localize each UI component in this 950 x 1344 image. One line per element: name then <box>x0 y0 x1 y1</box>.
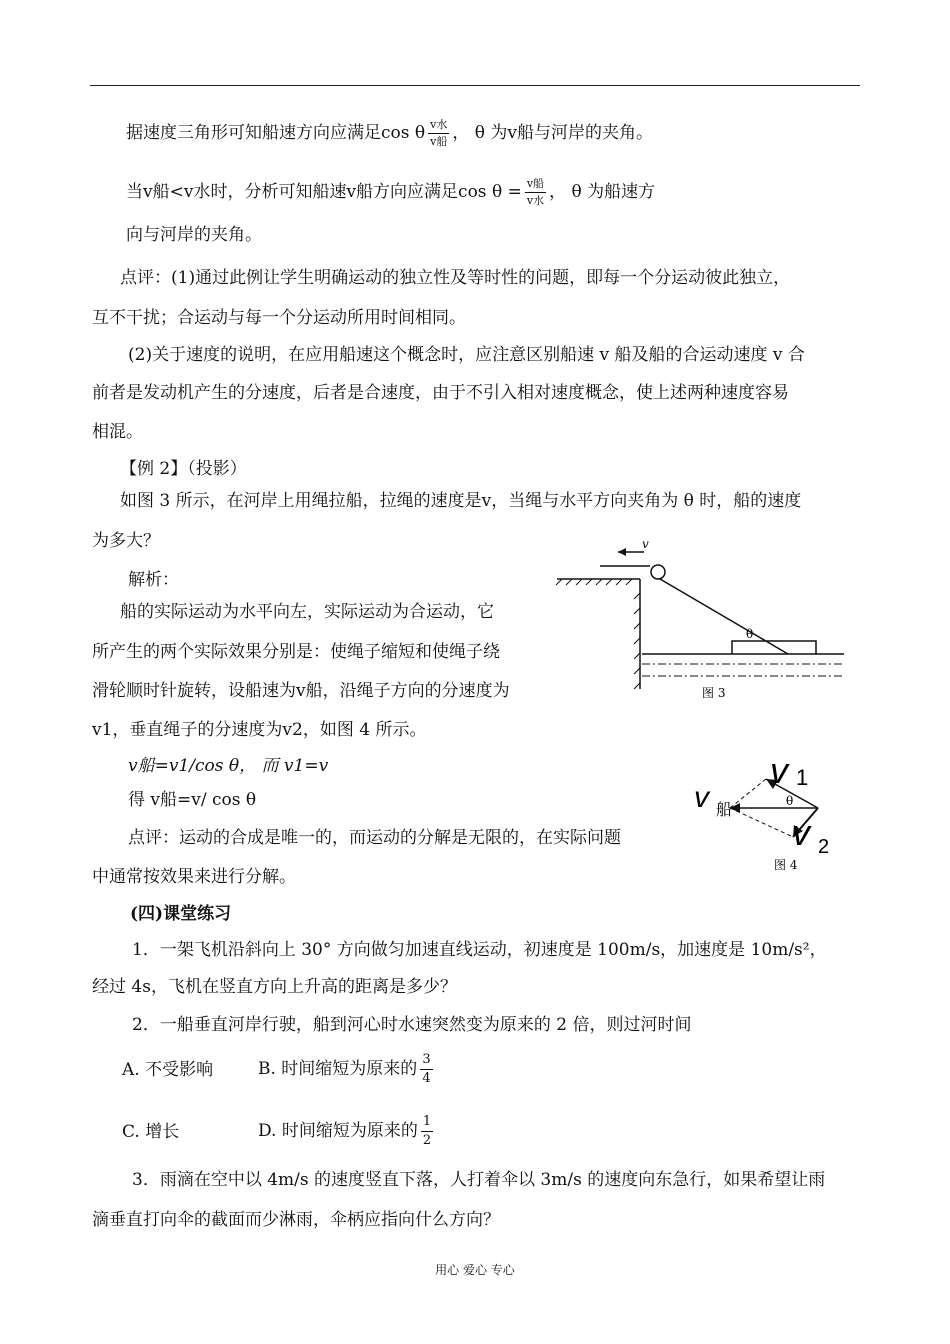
fig3-caption: 图 3 <box>702 686 726 700</box>
comment-2-line-3: 相混。 <box>92 422 143 442</box>
practice-heading: (四)课堂练习 <box>130 904 232 924</box>
comment-2-line-1: (2)关于速度的说明，在应用船速这个概念时，应注意区别船速 v 船及船的合运动速度 v 合 <box>128 345 805 365</box>
fig4-vboat-subscript: 船 <box>716 800 733 819</box>
analysis-line-3: 滑轮顺时针旋转，设船速为v船，沿绳子方向的分速度为 <box>92 681 510 701</box>
option-a: A. 不受影响 <box>122 1060 214 1080</box>
fraction-one-half: $\frac{1}{2}$ <box>422 1114 432 1148</box>
figure-4-velocity-decomposition <box>690 745 850 875</box>
fig4-caption: 图 4 <box>774 858 798 872</box>
fig3-theta-label: θ <box>746 627 754 641</box>
question-3-line-1: 3．雨滴在空中以 4m/s 的速度竖直下落，人打着伞以 3m/s 的速度向东急行，如果希望让雨 <box>132 1170 826 1190</box>
option-b: B. 时间缩短为原来的 $\frac{3}{4}$ <box>258 1052 431 1086</box>
fig4-v2-label: v <box>792 812 810 853</box>
fig4-dashed-parallel-1 <box>730 779 766 808</box>
fig4-vboat-label: v <box>694 781 709 814</box>
comment-3-line-2: 中通常按效果来进行分解。 <box>92 867 296 887</box>
paragraph-velocity-condition-2: 当v船<v水时，分析可知船速v船方向应满足cos θ = $\frac{\text{v船}}{\text{v水}}$ ， θ 为船速方 <box>126 177 656 207</box>
analysis-line-2: 所产生的两个实际效果分别是：使绳子缩短和使绳子绕 <box>92 642 500 662</box>
question-1-line-2: 经过 4s，飞机在竖直方向上升高的距离是多少？ <box>92 977 457 997</box>
fig3-v-arrowhead <box>618 548 626 556</box>
comment-1-line-1: 点评：(1)通过此例让学生明确运动的独立性及等时性的问题，即每一个分运动彼此独立， <box>120 268 791 288</box>
fig3-v-label: v <box>642 537 649 551</box>
figure-3-boat-rope-diagram <box>552 533 852 703</box>
fig3-bank-hatch <box>556 579 640 689</box>
comment-3-line-1: 点评：运动的合成是唯一的，而运动的分解是无限的，在实际问题 <box>128 828 621 848</box>
fig4-theta-label: θ <box>786 794 794 808</box>
fraction-v-water-over-v-boat: $\frac{\text{v水}}{\text{v船}}$ <box>430 118 448 148</box>
fig4-v1-subscript: 1 <box>796 765 809 790</box>
fig4-dashed-parallel-2 <box>730 808 793 837</box>
fig3-boat <box>732 641 816 654</box>
fig4-v1-label: v <box>770 750 788 791</box>
question-1-line-1: 1．一架飞机沿斜向上 30° 方向做匀加速直线运动，初速度是 100m/s，加速度是 10m/s²， <box>132 940 827 960</box>
example-2-line-1: 如图 3 所示，在河岸上用绳拉船，拉绳的速度是v，当绳与水平方向夹角为 θ 时，船的速度 <box>120 491 802 511</box>
analysis-line-4: v1，垂直绳子的分速度为v2，如图 4 所示。 <box>92 720 427 740</box>
fig3-pulley <box>651 565 665 579</box>
page-footer: 用心 爱心 专心 <box>435 1263 515 1277</box>
question-3-line-2: 滴垂直打向伞的截面而少淋雨，伞柄应指向什么方向？ <box>92 1210 500 1230</box>
comment-1-line-2: 互不干扰；合运动与每一个分运动所用时间相同。 <box>92 308 466 328</box>
analysis-heading: 解析： <box>128 570 179 590</box>
paragraph-velocity-condition-2-cont: 向与河岸的夹角。 <box>126 225 262 245</box>
analysis-line-1: 船的实际运动为水平向左，实际运动为合运动，它 <box>120 602 494 622</box>
option-d: D. 时间缩短为原来的 $\frac{1}{2}$ <box>258 1114 432 1148</box>
comment-2-line-2: 前者是发动机产生的分速度，后者是合速度，由于不引入相对速度概念，使上述两种速度容易 <box>92 383 789 403</box>
example-2-heading: 【例 2】（投影） <box>120 459 247 479</box>
paragraph-velocity-condition-1: 据速度三角形可知船速方向应满足cos θ $\frac{\text{v水}}{\text{v船}}$ ， θ 为v船与河岸的夹角。 <box>126 118 653 148</box>
example-2-line-2: 为多大？ <box>92 531 160 551</box>
equation-1: v船=v1/cos θ， 而 v1=v <box>128 756 329 776</box>
fraction-v-boat-over-v-water: $\frac{\text{v船}}{\text{v水}}$ <box>526 177 545 207</box>
fraction-three-quarters: $\frac{3}{4}$ <box>422 1052 431 1086</box>
fig4-v2-subscript: 2 <box>818 836 830 858</box>
header-rule <box>90 85 860 86</box>
option-c: C. 增长 <box>122 1122 180 1142</box>
fig3-rope <box>660 579 788 654</box>
equation-2: 得 v船=v/ cos θ <box>128 790 257 810</box>
question-2: 2．一船垂直河岸行驶，船到河心时水速突然变为原来的 2 倍，则过河时间 <box>132 1015 692 1035</box>
